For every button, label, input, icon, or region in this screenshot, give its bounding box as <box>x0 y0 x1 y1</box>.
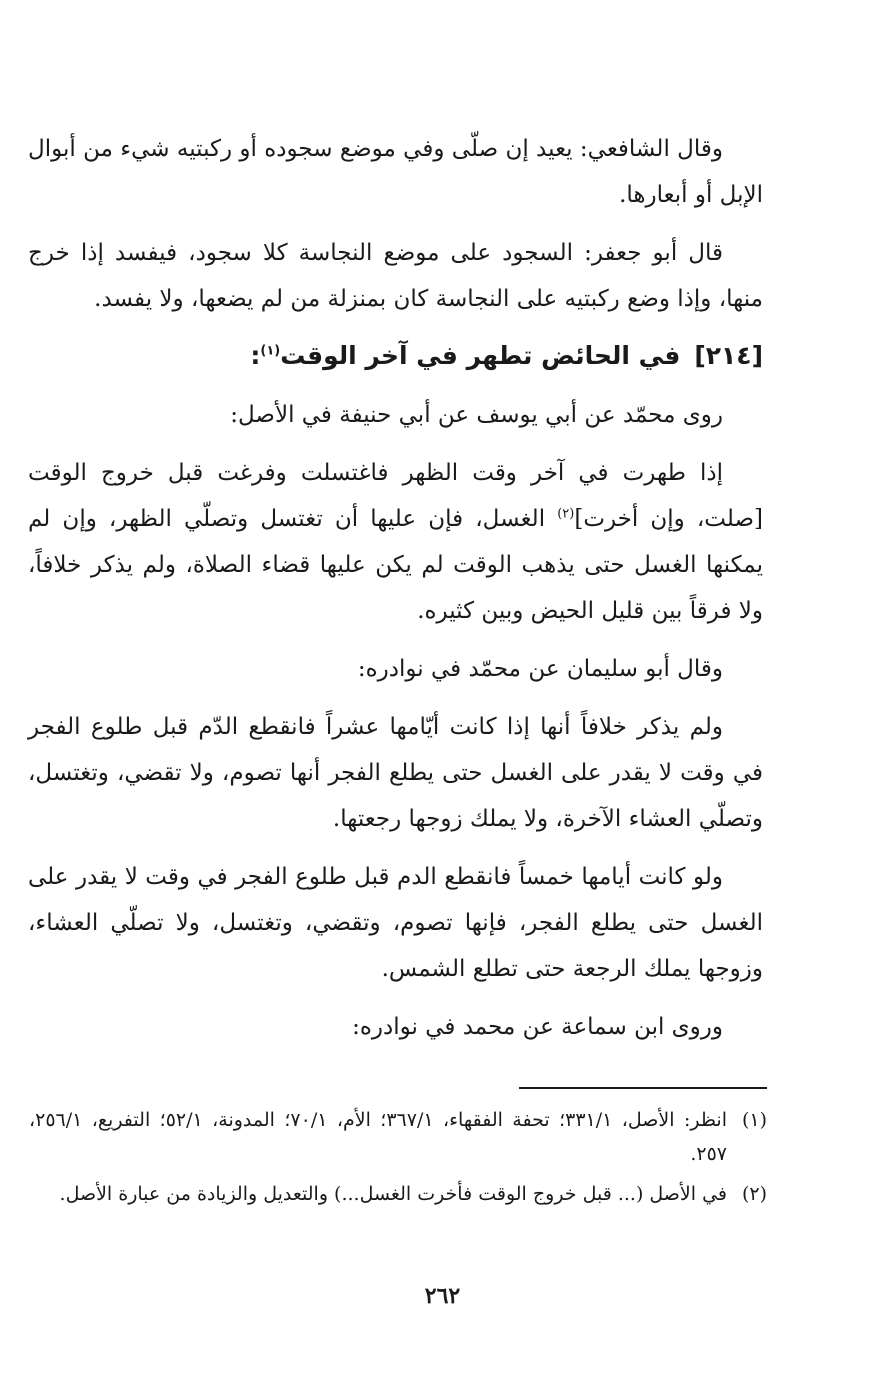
footnotes <box>29 1103 767 1217</box>
footnote-mark: (٢) <box>741 1183 767 1205</box>
footnote-ref-2[interactable]: (٢) <box>557 506 575 522</box>
paragraph-riwaya: روى محمّد عن أبي يوسف عن أبي حنيفة في الأصل: <box>230 402 723 428</box>
footnote-text: انظر: الأصل، ٣٣١/١؛ تحفة الفقهاء، ٣٦٧/١؛ الأم، ٧٠/١؛ المدونة، ٥٢/١؛ التفريع، ٢٥٦/١، ٢٥٧. <box>29 1109 727 1165</box>
paragraph-khamsan: ولو كانت أيامها خمساً فانقطع الدم قبل طلوع الفجر في وقت لا يقدر على الغسل حتى يطلع الفجر، فإنها تصوم، وتقضي، وتغتسل، ولا تصلّي العشاء، وزوجها يملك الرجعة حتى تطلع الشمس. <box>28 864 763 982</box>
footnote-mark: (١) <box>741 1109 767 1131</box>
paragraph-abu-sulayman: وقال أبو سليمان عن محمّد في نوادره: <box>357 656 723 682</box>
paragraph-ashran: ولم يذكر خلافاً أنها إذا كانت أيّامها عشراً فانقطع الدّم قبل طلوع الفجر في وقت لا يقدر على الغسل حتى يطلع الفجر أنها تصوم، ولا تقضي، وتغتسل، وتصلّي العشاء الآخرة، ولا يملك زوجها رجعتها. <box>28 714 763 832</box>
paragraph-tahurat <box>28 450 763 634</box>
footnote-divider <box>519 1087 767 1089</box>
paragraph-shafii: وقال الشافعي: يعيد إن صلّى وفي موضع سجوده أو ركبتيه شيء من أبوال الإبل أو أبعارها. <box>28 136 763 208</box>
section-heading <box>28 334 763 378</box>
footnote-2 <box>29 1177 767 1211</box>
footnote-text: في الأصل (... قبل خروج الوقت فأخرت الغسل...) والتعديل والزيادة من عبارة الأصل. <box>59 1183 727 1205</box>
section-title: في الحائض تطهر في آخر الوقت <box>280 341 681 370</box>
footnote-1 <box>29 1103 767 1171</box>
paragraph-tahurat-start: إذا طهرت في آخر وقت الظهر فاغتسلت وفرغت قبل خروج الوقت [صلت، وإن أخرت] <box>28 460 763 532</box>
paragraph-ibn-samaa: وروى ابن سماعة عن محمد في نوادره: <box>352 1014 723 1040</box>
section-number: [٢١٤] <box>694 341 763 370</box>
page-number: ٢٦٢ <box>424 1283 461 1309</box>
footnote-ref-1[interactable]: (١) <box>260 343 281 359</box>
paragraph-tahurat-end: الغسل، فإن عليها أن تغتسل وتصلّي الظهر، وإن لم يمكنها الغسل حتى يذهب الوقت لم يكن عليها قضاء الصلاة، ولم يذكر خلافاً، ولا فرقاً بين قليل الحيض وبين كثيره. <box>28 506 763 624</box>
section-suffix: : <box>250 341 261 370</box>
paragraph-abu-jafar: قال أبو جعفر: السجود على موضع النجاسة كلا سجود، فيفسد إذا خرج منها، وإذا وضع ركبتيه على النجاسة كان بمنزلة من لم يضعها، ولا يفسد. <box>28 240 763 312</box>
main-text <box>28 126 763 1062</box>
